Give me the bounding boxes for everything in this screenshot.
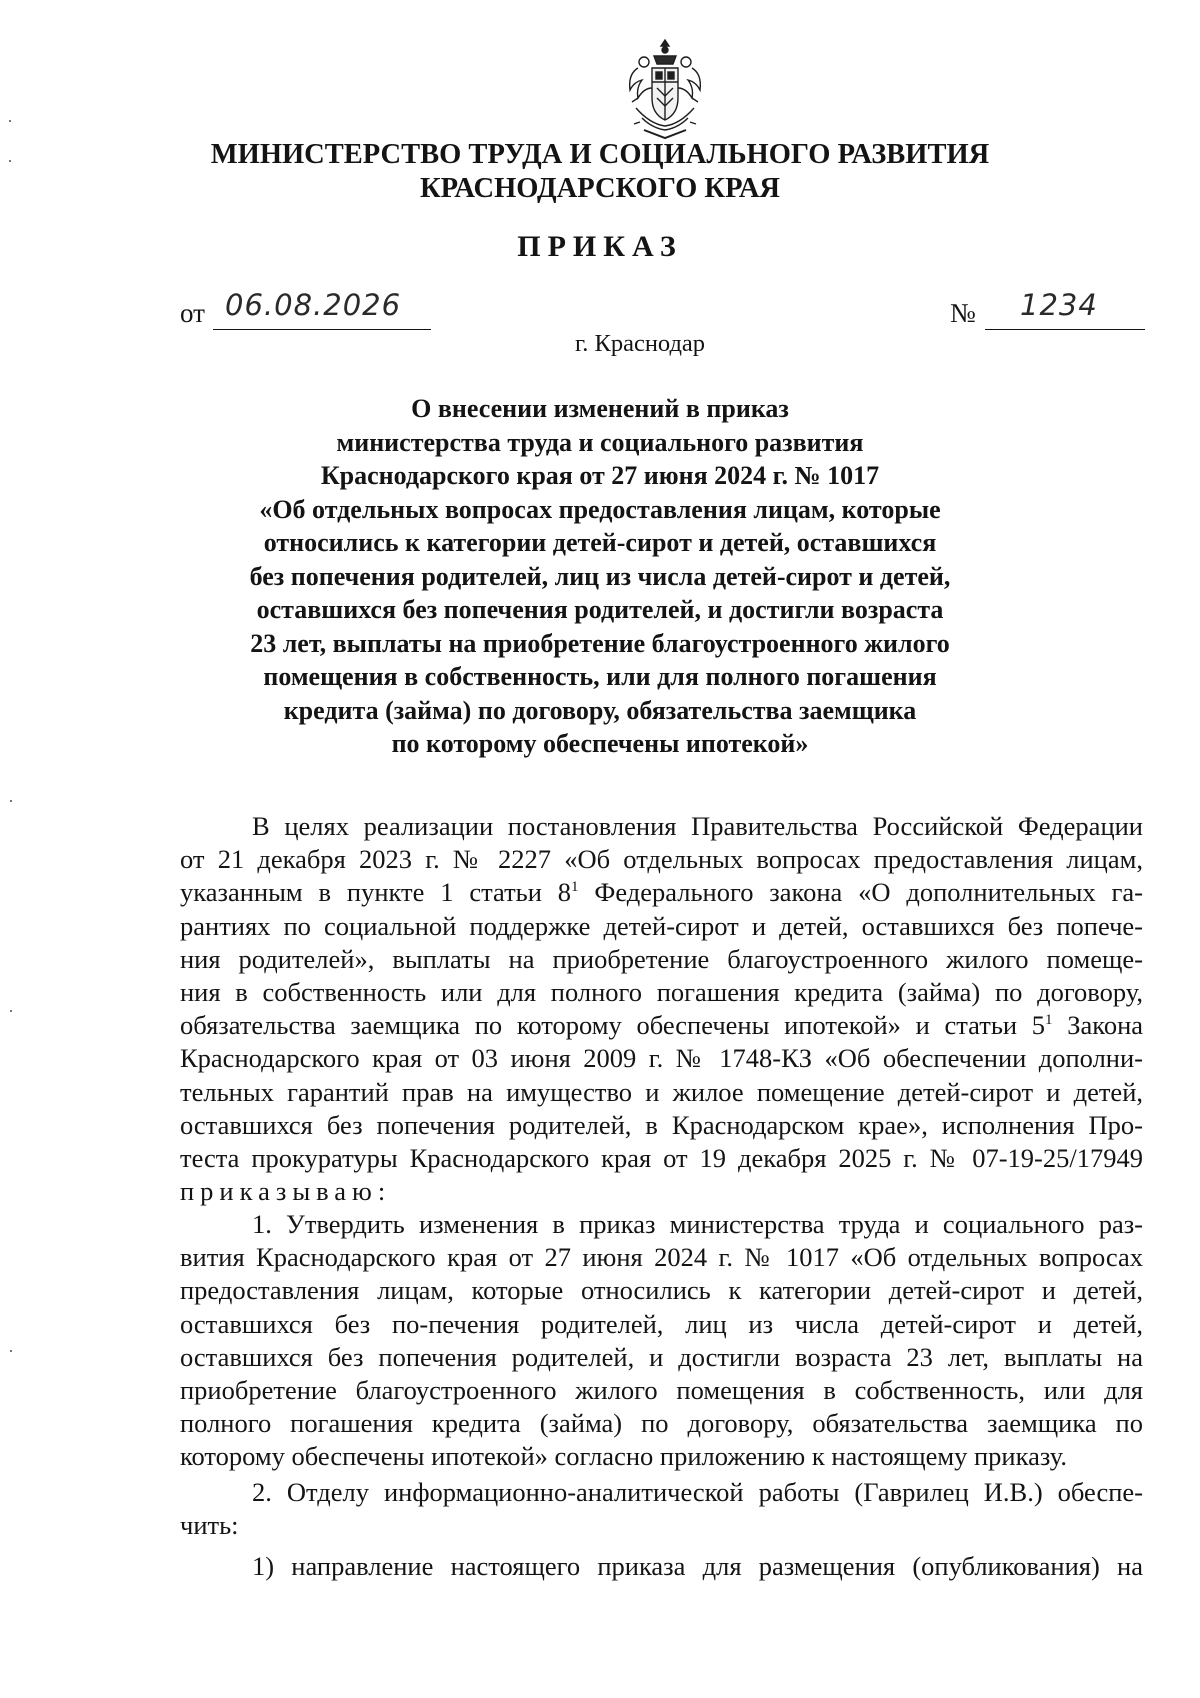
body-line: вития Краснодарского края от 27 июня 2024 г. № 1017 «Об отдельных вопросах xyxy=(180,1242,1143,1273)
body-line: чить: xyxy=(180,1510,239,1541)
subject-line: по которому обеспечены ипотекой» xyxy=(391,729,809,758)
item-2-paragraph xyxy=(180,1476,1143,1542)
body-line: оставшихся без попечения родителей, в Краснодарском крае», исполнения Про- xyxy=(180,1109,1143,1140)
subject-line: без попечения родителей, лиц из числа детей-сирот и детей, xyxy=(249,561,951,591)
text-span: Закона xyxy=(1052,1010,1144,1041)
order-verb: приказываю: xyxy=(180,1176,392,1207)
text-span: обязательства заемщика по которому обеспечены ипотекой» и статьи 5 xyxy=(180,1010,1046,1041)
body-line: оставшихся без попечения родителей, и достигли возраста 23 лет, выплаты на xyxy=(180,1341,1143,1372)
subject-line: «Об отдельных вопросах предоставления лицам, которые xyxy=(259,494,941,524)
body-line: которому обеспечены ипотекой» согласно приложению к настоящему приказу. xyxy=(180,1441,1067,1472)
body-line: от 21 декабря 2023 г. № 2227 «Об отдельных вопросах предоставления лицам, xyxy=(180,844,1143,875)
subject-line: Краснодарского края от 27 июня 2024 г. № 1017 xyxy=(320,461,880,490)
scan-artifact xyxy=(10,1350,12,1352)
subject-line: кредита (займа) по договору, обязательства заемщика xyxy=(283,695,917,725)
item-1-paragraph xyxy=(180,1208,1143,1474)
body-line: тельных гарантий прав на имущество и жилое помещение детей-сирот и детей, xyxy=(180,1076,1143,1107)
body-line: Краснодарского края от 03 июня 2009 г. № 1748-КЗ «Об обеспечении дополни- xyxy=(180,1043,1143,1074)
item-2-1-paragraph xyxy=(180,1550,1143,1583)
body-line: В целях реализации постановления Правительства Российской Федерации xyxy=(252,811,1143,841)
body-line: 1. Утвердить изменения в приказ министерства труда и социального раз- xyxy=(252,1209,1143,1239)
body-line: рантиях по социальной поддержке детей-сирот и детей, оставшихся без попече- xyxy=(180,910,1143,941)
order-subject xyxy=(0,392,1200,761)
ministry-name-line2: КРАСНОДАРСКОГО КРАЯ xyxy=(419,173,781,204)
number-label: № xyxy=(950,298,976,328)
body-line: ния родителей», выплаты на приобретение благоустроенного жилого помеще- xyxy=(180,943,1143,974)
subject-line: министерства труда и социального развития xyxy=(336,427,864,457)
superscript: 1 xyxy=(1045,1012,1053,1029)
preamble-paragraph xyxy=(180,810,1143,1208)
coat-of-arms-emblem xyxy=(624,38,706,142)
body-line: 2. Отделу информационно-аналитической работы (Гаврилец И.В.) обеспе- xyxy=(252,1477,1143,1507)
scan-artifact xyxy=(10,800,12,802)
body-line xyxy=(180,876,1143,909)
text-span: указанным в пункте 1 статьи 8 xyxy=(180,877,572,908)
scan-artifact xyxy=(9,160,11,162)
body-line: приобретение благоустроенного жилого помещения в собственность, или для xyxy=(180,1375,1143,1406)
subject-line: оставшихся без попечения родителей, и достигли возраста xyxy=(256,595,944,624)
subject-line: О внесении изменений в приказ xyxy=(411,394,789,423)
subject-line: относились к категории детей-сирот и детей, оставшихся xyxy=(263,528,937,557)
scan-artifact xyxy=(10,1010,12,1012)
date-label: от xyxy=(180,298,205,328)
subject-line: помещения в собственность, или для полного погашения xyxy=(263,662,937,691)
body-line: предоставления лицам, которые относились к категории детей-сирот и детей, xyxy=(180,1275,1143,1306)
body-line xyxy=(180,1009,1143,1042)
city-name: г. Краснодар xyxy=(574,330,706,357)
scan-artifact xyxy=(9,120,11,122)
handwritten-date: 06.08.2026 xyxy=(225,288,402,322)
body-line: 1) направление настоящего приказа для размещения (опубликования) на xyxy=(252,1551,1143,1581)
body-line: оставшихся без по-печения родителей, лиц из числа детей-сирот и детей, xyxy=(180,1308,1143,1339)
body-line: ния в собственность или для полного погашения кредита (займа) по договору, xyxy=(180,977,1143,1008)
document-type-title: ПРИКАЗ xyxy=(517,230,683,263)
handwritten-number: 1234 xyxy=(1020,288,1098,322)
body-line: теста прокуратуры Краснодарского края от 19 декабря 2025 г. № 07-19-25/17949 xyxy=(180,1143,1143,1174)
superscript: 1 xyxy=(571,879,579,896)
subject-line: 23 лет, выплаты на приобретение благоустроенного жилого xyxy=(250,628,950,658)
ministry-name xyxy=(0,138,1200,206)
ministry-name-line1: МИНИСТЕРСТВО ТРУДА И СОЦИАЛЬНОГО РАЗВИТИЯ xyxy=(210,139,990,170)
text-span: Федерального закона «О дополнительных га- xyxy=(578,877,1143,908)
body-line: полного погашения кредита (займа) по договору, обязательства заемщика по xyxy=(180,1408,1143,1439)
